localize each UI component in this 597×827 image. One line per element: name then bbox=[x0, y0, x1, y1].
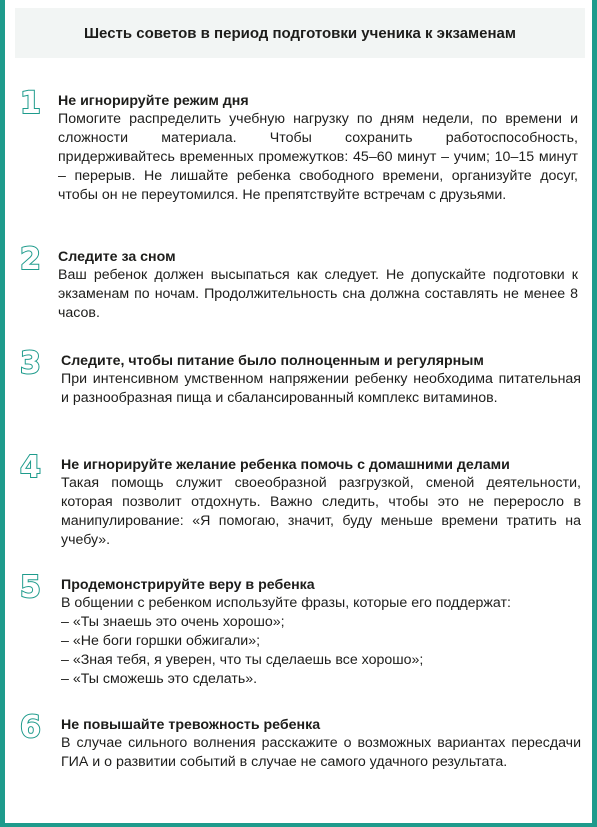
page-title: Шесть советов в период подготовки ученика к экзаменам bbox=[83, 24, 516, 42]
tip-text: При интенсивном умственном напряжении ребенку необходима питательная и разнообразная пища и сбалансированный комплекс витаминов. bbox=[61, 371, 581, 406]
list-item: – «Ты знаешь это очень хорошо»; bbox=[61, 613, 581, 632]
tip-text: В общении с ребенком используйте фразы, которые его поддержат: bbox=[61, 595, 511, 611]
number-4-icon: 4 bbox=[20, 450, 41, 485]
tip-title: Не игнорируйте желание ребенка помочь с домашними делами bbox=[61, 457, 510, 473]
tip-title: Продемонстрируйте веру в ребенка bbox=[61, 577, 315, 593]
page-frame bbox=[5, 0, 592, 823]
title-panel bbox=[15, 8, 585, 58]
list-item: – «Ты сможешь это сделать». bbox=[61, 670, 581, 689]
tip-title: Следите, чтобы питание было полноценным и регулярным bbox=[61, 353, 484, 369]
list-item: – «Не боги горшки обжигали»; bbox=[61, 632, 581, 651]
number-6-icon: 6 bbox=[20, 710, 41, 745]
list-item: – «Зная тебя, я уверен, что ты сделаешь все хорошо»; bbox=[61, 651, 581, 670]
tip-text: Ваш ребенок должен высыпаться как следует. Не допускайте подготовки к экзаменам по ночам. Продолжительность сна должна составлять не менее 8 часов. bbox=[58, 267, 578, 321]
number-5-icon: 5 bbox=[20, 570, 41, 605]
number-1-icon: 1 bbox=[20, 86, 41, 121]
tip-text: Такая помощь служит своеобразной разгрузкой, сменой деятельности, которая позволит отдохнуть. Важно следить, чтобы это не переросло в манипулирование: «Я помогаю, значит, буду меньше времени тратить на учебу». bbox=[61, 475, 581, 548]
tip-text: В случае сильного волнения расскажите о возможных вариантах пересдачи ГИА и о развитии событий в случае не самого удачного результата. bbox=[61, 735, 581, 770]
number-2-icon: 2 bbox=[20, 242, 41, 277]
number-3-icon: 3 bbox=[20, 346, 41, 381]
support-phrases-list bbox=[61, 613, 581, 689]
tip-text: Помогите распределить учебную нагрузку по дням недели, по времени и сложности материала. Чтобы сохранить работоспособность, придерживайтесь временных промежутков: 45–60 минут – учим; 10–15 минут – перерыв. Не лишайте ребенка свободного времени, организуйте досуг, чтобы он не переутомился. Не препятствуйте встречам с друзьями. bbox=[58, 111, 578, 203]
tip-title: Не игнорируйте режим дня bbox=[58, 93, 249, 109]
tips-panel bbox=[15, 66, 585, 814]
tip-title: Не повышайте тревожность ребенка bbox=[61, 717, 321, 733]
tip-title: Следите за сном bbox=[58, 249, 176, 265]
